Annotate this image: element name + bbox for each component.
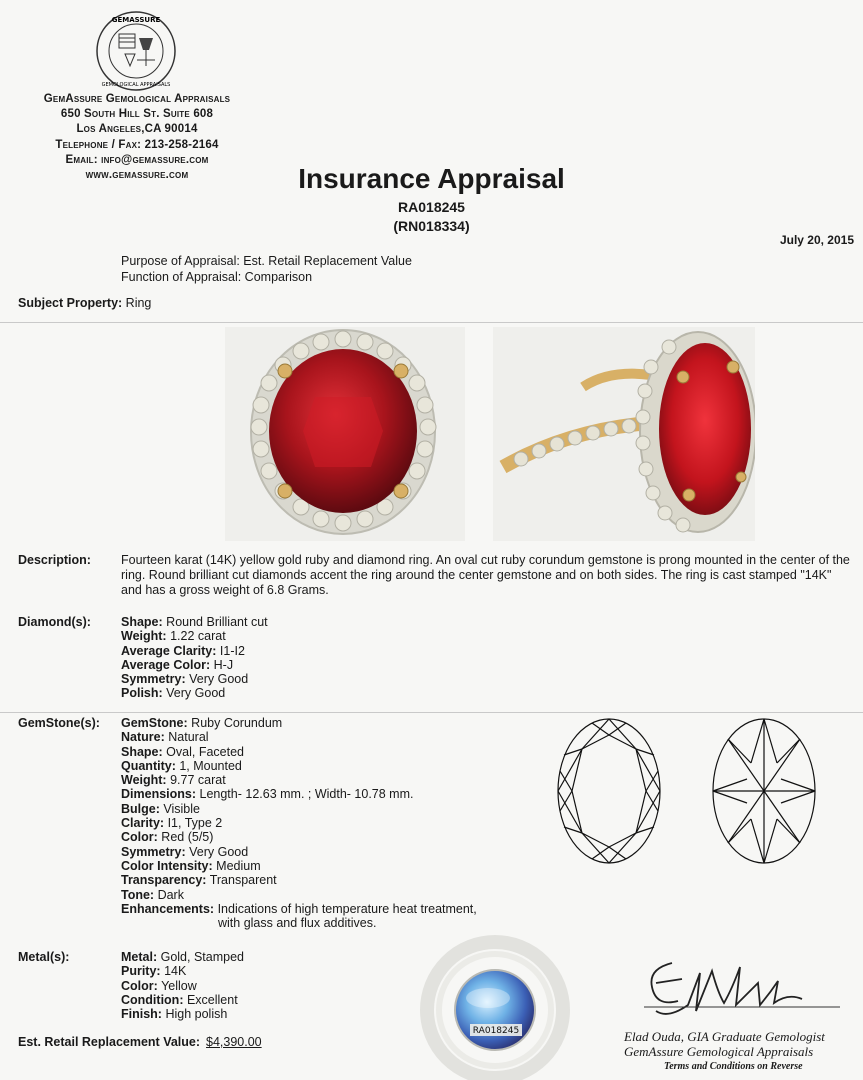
field-key: Polish: — [121, 686, 163, 701]
metal-type — [121, 950, 244, 964]
description-text: Fourteen karat (14K) yellow gold ruby and diamond ring. An oval cut ruby corundum gemstone is prong mounted in the center of the ring. Round brilliant cut diamonds accent the ring around the center gemstone and on both sides. The ring is cast stamped "14K" and has a gross weight of 6.8 Grams. — [121, 553, 850, 597]
gem-enhancements — [121, 902, 477, 916]
purpose-line: Purpose of Appraisal: Est. Retail Replacement Value — [121, 254, 412, 268]
company-name: GemAssure Gemological Appraisals — [43, 93, 231, 105]
field-value: Round Brilliant cut — [166, 615, 268, 629]
field-key: Color: — [121, 978, 158, 993]
ring-photo-top — [225, 327, 465, 541]
fold-line — [0, 712, 863, 713]
description-label: Description: — [18, 553, 91, 567]
oval-crown-diagram — [556, 717, 662, 865]
gem-weight — [121, 773, 477, 787]
gem-clarity — [121, 816, 477, 830]
field-value: High polish — [165, 1007, 228, 1022]
gem-nature — [121, 730, 477, 744]
field-key: Purity: — [121, 964, 161, 979]
field-key: GemStone: — [121, 716, 188, 730]
signature — [638, 953, 848, 1028]
gem-bulge — [121, 802, 477, 816]
gemassure-logo — [95, 10, 177, 92]
metal-finish — [121, 1007, 244, 1021]
document-title: Insurance Appraisal — [298, 163, 565, 194]
field-value: Ruby Corundum — [191, 716, 283, 730]
field-value: Oval, Faceted — [166, 744, 244, 759]
field-value: I1-I2 — [219, 643, 245, 658]
svg-text:GEMASSURE: GEMASSURE — [111, 16, 161, 24]
value-label: Est. Retail Replacement Value: — [18, 1035, 201, 1049]
field-value: Gold, Stamped — [160, 950, 244, 964]
field-value: Red (5/5) — [161, 830, 214, 845]
gem-tone — [121, 888, 477, 902]
subject-value: Ring — [125, 296, 152, 310]
field-key: Weight: — [121, 629, 167, 644]
diamond-shape — [121, 615, 268, 629]
function-line: Function of Appraisal: Comparison — [121, 269, 313, 284]
gem-color-intensity — [121, 859, 477, 873]
diamonds-label: Diamond(s): — [18, 615, 91, 629]
field-value: Natural — [168, 730, 209, 745]
field-key: Average Clarity: — [121, 643, 217, 658]
reference-number: (RN018334) — [393, 218, 470, 234]
signer-block — [624, 1029, 854, 1074]
metal-purity — [121, 964, 244, 978]
gem-symmetry — [121, 845, 477, 859]
field-value: Indications of high temperature heat treatment, — [217, 901, 477, 916]
field-value: 14K — [164, 964, 187, 979]
svg-text:GEMOLOGICAL APPRAISALS: GEMOLOGICAL APPRAISALS — [101, 82, 171, 88]
field-value: 9.77 carat — [170, 773, 226, 788]
field-key: Shape: — [121, 744, 163, 759]
diamond-weight — [121, 629, 268, 643]
field-key: Shape: — [121, 615, 163, 629]
field-value: Very Good — [189, 672, 249, 687]
company-city: Los Angeles,CA 90014 — [76, 123, 198, 136]
gem-quantity — [121, 759, 477, 773]
appraisal-date: July 20, 2015 — [779, 233, 854, 247]
field-key: Weight: — [121, 773, 167, 788]
field-value: I1, Type 2 — [167, 816, 223, 831]
diamonds-details — [121, 615, 268, 701]
gem-color — [121, 830, 477, 844]
purpose-block — [121, 254, 412, 285]
diamond-symmetry — [121, 672, 268, 686]
oval-pavilion-diagram — [711, 717, 817, 865]
gem-type — [121, 716, 477, 730]
field-value: 1.22 carat — [170, 629, 226, 644]
field-value: Very Good — [189, 844, 249, 859]
metal-color — [121, 979, 244, 993]
subject-property — [18, 296, 151, 310]
diamond-polish — [121, 686, 268, 700]
metals-label: Metal(s): — [18, 950, 70, 964]
gemstones-label: GemStone(s): — [18, 716, 100, 730]
diamond-clarity — [121, 644, 268, 658]
company-website: www.gemassure.com — [85, 169, 189, 182]
field-value: 1, Mounted — [179, 758, 242, 773]
metal-details — [121, 950, 244, 1021]
gem-enhancements-continued: with glass and flux additives. — [218, 916, 377, 931]
field-key: Condition: — [121, 992, 184, 1007]
field-key: Color Intensity: — [121, 858, 213, 873]
field-key: Dimensions: — [121, 787, 197, 802]
appraisal-number: RA018245 — [398, 199, 465, 215]
field-key: Nature: — [121, 730, 165, 745]
subject-label: Subject Property: — [18, 296, 123, 310]
seal-number: RA018245 — [472, 1026, 520, 1036]
field-key: Bulge: — [121, 801, 160, 816]
field-value: Length- 12.63 mm. ; Width- 10.78 mm. — [199, 787, 414, 802]
field-value: Visible — [163, 801, 200, 816]
field-key: Symmetry: — [121, 672, 186, 687]
field-key: Metal: — [121, 950, 158, 964]
field-key: Color: — [121, 830, 158, 845]
field-value: Medium — [216, 858, 261, 873]
field-key: Clarity: — [121, 816, 165, 831]
field-key: Transparency: — [121, 873, 207, 888]
gem-dimensions — [121, 787, 477, 801]
field-value: Yellow — [161, 978, 197, 993]
field-value: Dark — [157, 887, 184, 902]
field-value: H-J — [213, 657, 234, 672]
gem-shape — [121, 745, 477, 759]
company-phone: Telephone / Fax: 213-258-2164 — [55, 138, 219, 151]
field-key: Enhancements: — [121, 901, 215, 916]
field-value: Excellent — [186, 992, 238, 1007]
replacement-value — [18, 1035, 262, 1049]
hologram-seal — [412, 932, 578, 1080]
field-key: Symmetry: — [121, 844, 186, 859]
signer-company: GemAssure Gemological Appraisals — [624, 1044, 814, 1059]
terms-note: Terms and Conditions on Reverse — [664, 1061, 803, 1072]
fold-line — [0, 322, 863, 323]
gem-transparency — [121, 873, 477, 887]
field-key: Tone: — [121, 887, 155, 902]
ring-photo-side — [493, 327, 755, 541]
gemstone-details — [121, 716, 477, 930]
company-email: Email: info@gemassure.com — [65, 153, 209, 166]
field-key: Average Color: — [121, 657, 211, 672]
company-street: 650 South Hill St. Suite 608 — [60, 108, 214, 121]
field-key: Quantity: — [121, 758, 176, 773]
diamond-color — [121, 658, 268, 672]
metal-condition — [121, 993, 244, 1007]
field-value: Transparent — [209, 873, 277, 888]
signer-name: Elad Ouda, GIA Graduate Gemologist — [624, 1029, 825, 1044]
field-key: Finish: — [121, 1007, 162, 1022]
value-amount: $4,390.00 — [206, 1035, 262, 1049]
field-value: Very Good — [166, 686, 226, 701]
